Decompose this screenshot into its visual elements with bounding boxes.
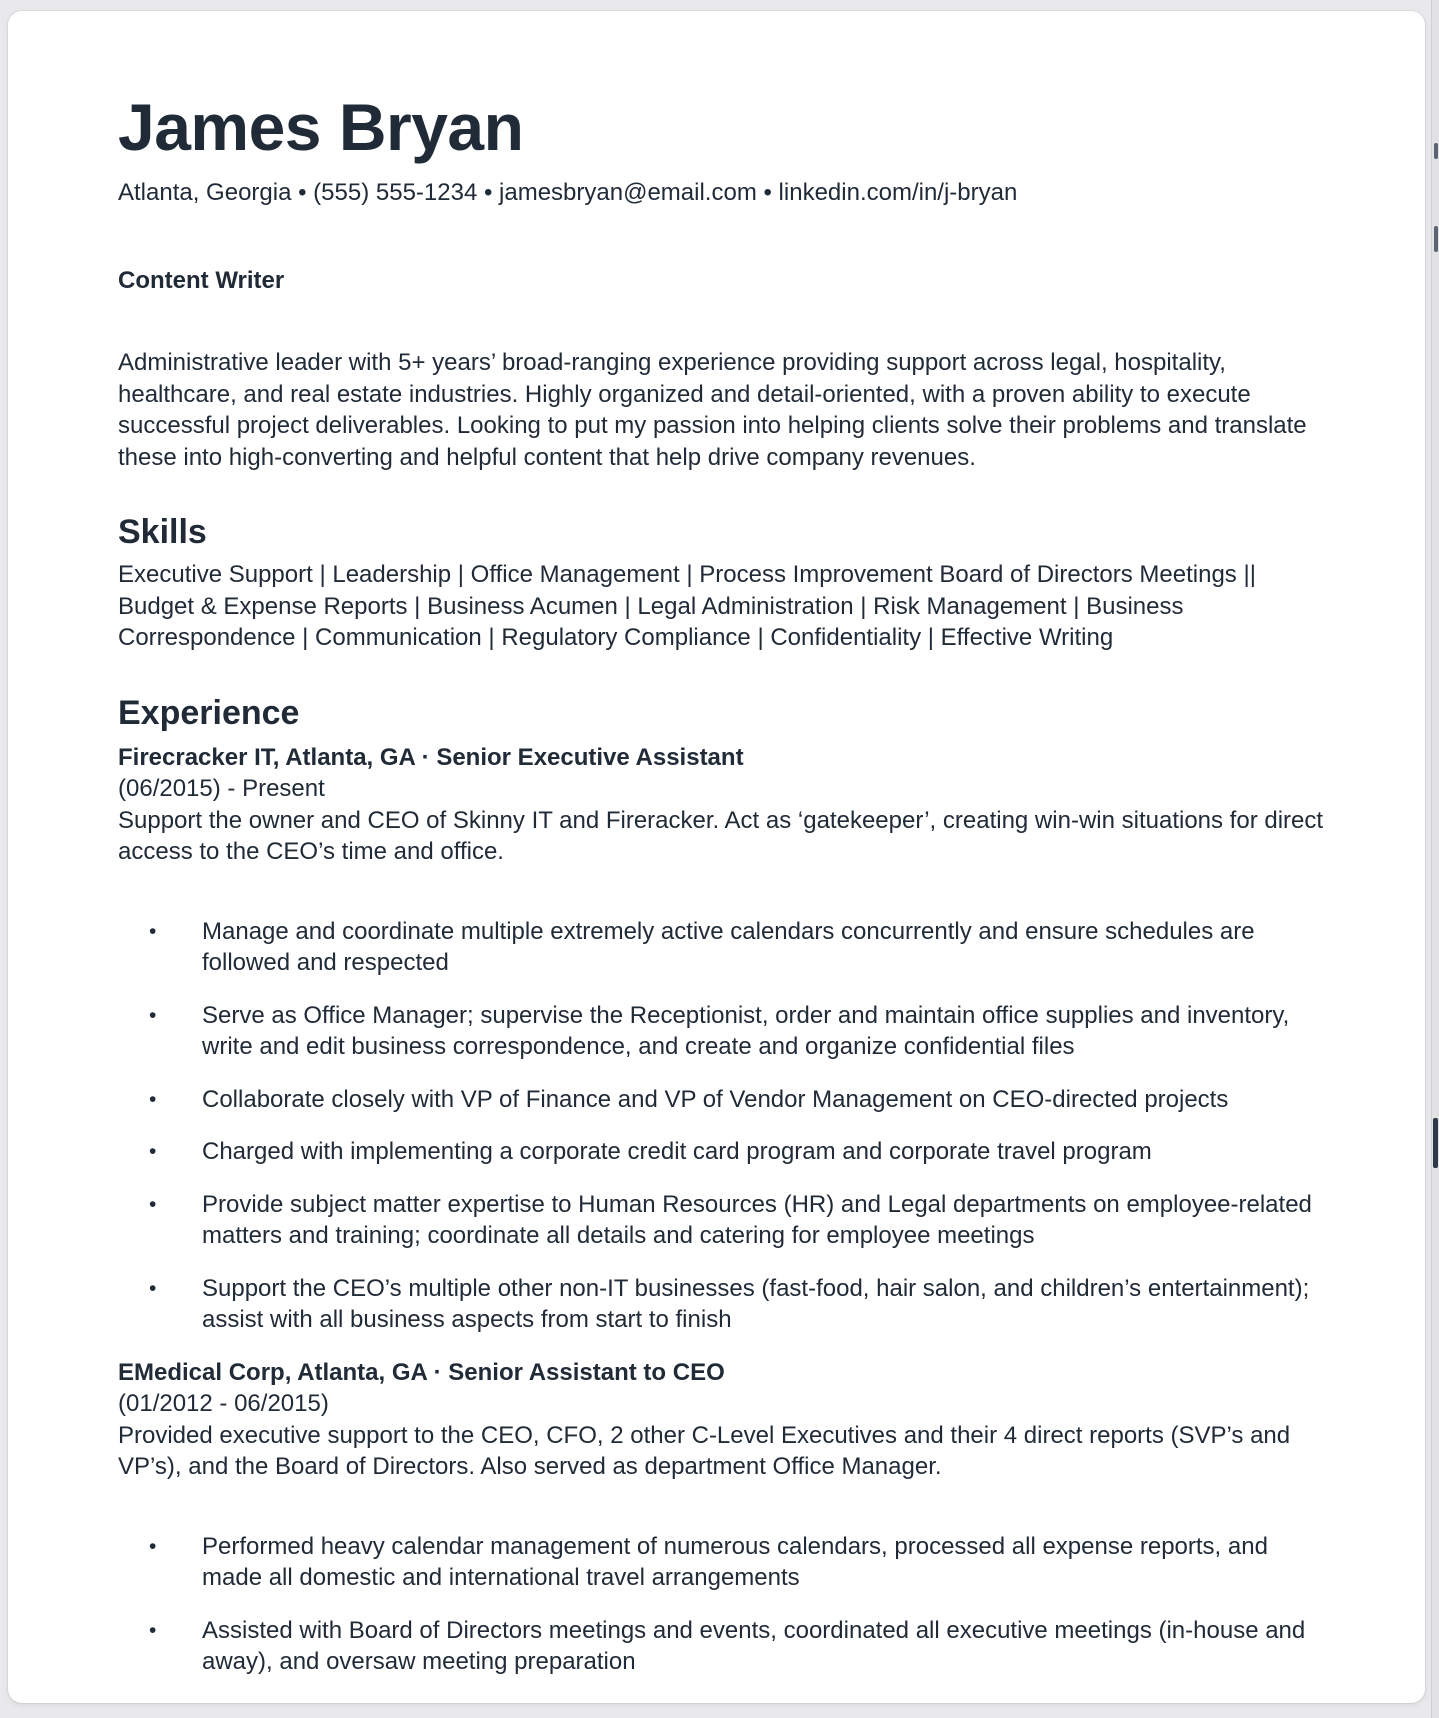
bullet-icon: • (149, 1618, 157, 1642)
bullet-item (118, 1000, 1333, 1063)
job-description: Provided executive support to the CEO, CFO, 2 other C-Level Executives and their 4 direct reports (SVP’s and VP’s), and the Board of Directors. Also served as department Office Manager. (118, 1421, 1291, 1480)
bullet-text: Support the CEO’s multiple other non-IT businesses (fast-food, hair salon, and children’s entertainment); assist with all business aspects from start to finish (202, 1274, 1310, 1333)
job-target-title: Content Writer (118, 267, 285, 294)
job-dates: (01/2012 - 06/2015) (118, 1390, 329, 1417)
bullet-icon: • (149, 1192, 157, 1216)
bullet-icon: • (149, 1087, 157, 1111)
job-title: EMedical Corp, Atlanta, GA · Senior Assistant to CEO (118, 1358, 725, 1386)
scrollbar-thumb[interactable] (1433, 1118, 1438, 1168)
bullet-list (118, 1531, 1333, 1678)
job-entry (118, 742, 1333, 1336)
bullet-text: Serve as Office Manager; supervise the Receptionist, order and maintain office supplies and inventory, write and edit business correspondence, and create and organize confidential files (202, 1001, 1290, 1060)
bullet-icon: • (149, 919, 157, 943)
bullet-text: Provide subject matter expertise to Human Resources (HR) and Legal departments on employee-related matters and training; coordinate all details and catering for employee meetings (202, 1190, 1312, 1249)
resume-card (8, 11, 1425, 1703)
resume-name: James Bryan (118, 90, 524, 164)
job-title: Firecracker IT, Atlanta, GA · Senior Executive Assistant (118, 743, 744, 771)
job-entry (118, 1357, 1333, 1678)
skills-heading: Skills (118, 513, 207, 551)
bullet-item (118, 1615, 1333, 1678)
bullet-text: Manage and coordinate multiple extremely active calendars concurrently and ensure schedules are followed and respected (202, 917, 1255, 976)
contact-line: Atlanta, Georgia • (555) 555-1234 • jamesbryan@email.com • linkedin.com/in/j-bryan (118, 179, 1018, 206)
bullet-list (118, 916, 1333, 1336)
bullet-text: Collaborate closely with VP of Finance and VP of Vendor Management on CEO-directed projects (202, 1085, 1229, 1113)
bullet-text: Charged with implementing a corporate credit card program and corporate travel program (202, 1138, 1152, 1165)
job-dates: (06/2015) - Present (118, 775, 325, 802)
bullet-item (118, 1189, 1333, 1252)
bullet-icon: • (149, 1140, 157, 1163)
bullet-item (118, 1273, 1333, 1336)
bullet-item (118, 1136, 1333, 1168)
bullet-item (118, 1084, 1333, 1116)
bullet-item (118, 1531, 1333, 1594)
scrollbar-track (1431, 0, 1439, 1718)
scrollbar-annotation-mark (1434, 143, 1438, 159)
experience-heading: Experience (118, 693, 300, 732)
summary-paragraph: Administrative leader with 5+ years’ broad-ranging experience providing support across legal, hospitality, healthcare, and real estate industries. Highly organized and detail-oriented, with a proven ability to execute successful project deliverables. Looking to put my passion into helping clients solve their problems and translate these into high-converting and helpful content that help drive company revenues. (118, 349, 1307, 471)
bullet-icon: • (149, 1276, 157, 1300)
job-description: Support the owner and CEO of Skinny IT and Fireracker. Act as ‘gatekeeper’, creating win-win situations for direct access to the CEO’s time and office. (118, 806, 1324, 865)
skills-list: Executive Support | Leadership | Office Management | Process Improvement Board of Directors Meetings || Budget & Expense Reports | Business Acumen | Legal Administration | Risk Management | Business Correspondence | Communication | Regulatory Compliance | Confidentiality | Effective Writing (118, 561, 1256, 651)
bullet-item (118, 916, 1333, 979)
bullet-text: Performed heavy calendar management of numerous calendars, processed all expense reports, and made all domestic and international travel arrangements (202, 1532, 1268, 1591)
bullet-icon: • (149, 1003, 157, 1027)
bullet-text: Assisted with Board of Directors meetings and events, coordinated all executive meetings (in-house and away), and oversaw meeting preparation (202, 1616, 1306, 1675)
bullet-icon: • (149, 1534, 157, 1558)
scrollbar-annotation-mark (1434, 226, 1438, 252)
